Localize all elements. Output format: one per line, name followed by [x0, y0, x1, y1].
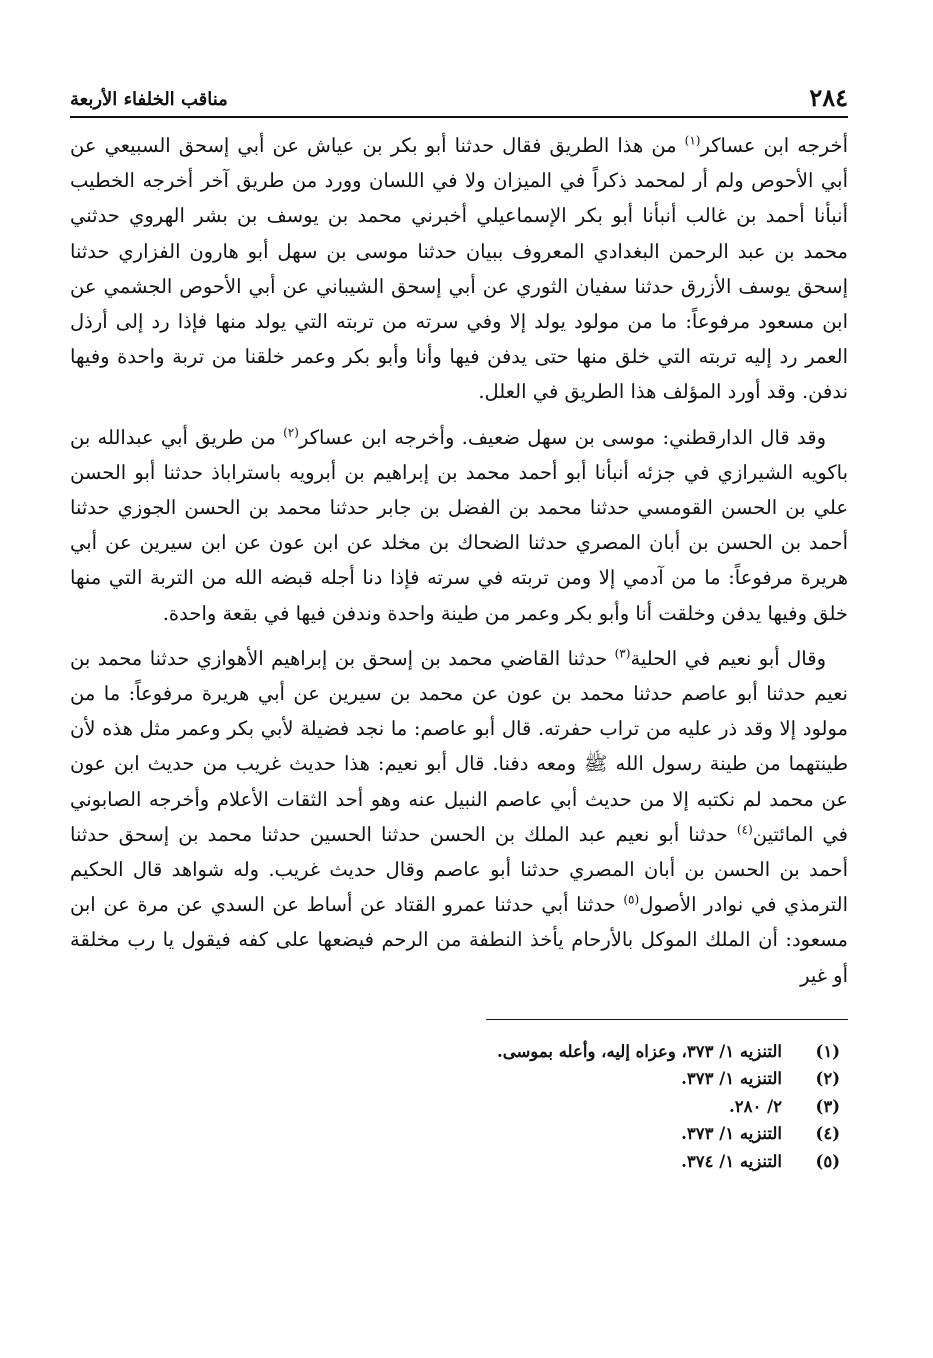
page-body — [70, 128, 848, 993]
footnote-reference: (٣) — [614, 646, 631, 661]
paragraph-text: حدثنا أبي حدثنا عمرو القتاد عن أساط عن السدي عن مرة عن ابن مسعود: أن الملك الموكل بالأرحام يأخذ النطفة من الرحم فيضعها على كفه فيقول يا رب مخلقة أو غير — [70, 893, 848, 987]
paragraph-text: وقد قال الدارقطني: موسى بن سهل ضعيف. وأخرجه ابن عساكر — [298, 425, 826, 449]
running-title: مناقب الخلفاء الأربعة — [70, 89, 228, 110]
footnote-text: ٢/ ٢٨٠. — [729, 1096, 782, 1116]
footnote-number: (٥) — [815, 1151, 840, 1171]
footnote-separator — [486, 1019, 848, 1020]
paragraph-3 — [70, 641, 848, 993]
page-header — [70, 78, 848, 118]
footnote-number: (٢) — [815, 1069, 840, 1089]
page-number: ٢٨٤ — [809, 83, 848, 112]
paragraph-text: أخرجه ابن عساكر — [700, 134, 849, 157]
footnote-reference: (١) — [684, 133, 701, 148]
footnote-text: التنزيه ١/ ٣٧٣، وعزاه إليه، وأعله بموسى. — [496, 1041, 782, 1061]
footnote-reference: (٥) — [623, 892, 640, 907]
footnote-item — [70, 1093, 848, 1120]
paragraph-text: حدثنا القاضي محمد بن إسحق بن إبراهيم الأهوازي حدثنا محمد بن نعيم حدثنا أبو عاصم حدثنا محمد بن عون عن محمد بن سيرين عن أبي هريرة مرفوعاً: ما من مولود إلا وقد ذر عليه من تراب حفرته. قال أبو عاصم: ما نجد فضيلة لأبي بكر وعمر مثل هذه لأن طينتهما من طينة رسول الله ﷺ ومعه دفنا. قال أبو نعيم: هذا حديث غريب من حديث ابن عون عن محمد لم نكتبه إلا من حديث أبي عاصم النبيل عنه وهو أحد الثقات الأعلام وأخرجه الصابوني في المائتين — [70, 646, 849, 846]
footnote-item — [70, 1120, 848, 1147]
paragraph-text: حدثنا أبو نعيم عبد الملك بن الحسن حدثنا الحسين حدثنا محمد بن إسحق حدثنا أحمد بن الحسن بن أبان المصري حدثنا أبو عاصم وقال حديث غريب. وله شواهد قال الحكيم الترمذي في نوادر الأصول — [70, 822, 848, 917]
footnote-reference: (٢) — [283, 425, 299, 440]
footnote-text: التنزيه ١/ ٣٧٣. — [681, 1124, 782, 1144]
paragraph-2 — [70, 420, 848, 631]
footnote-reference: (٤) — [736, 822, 753, 837]
footnote-item — [70, 1038, 848, 1065]
footnote-number: (٤) — [815, 1124, 840, 1144]
paragraph-text: من هذا الطريق فقال حدثنا أبو بكر بن عياش عن أبي إسحق السبيعي عن أبي الأحوص ولم أر لمحمد ذكراً في الميزان ولا في اللسان وورد من طريق آخر أخرجه الخطيب أنبأنا أحمد بن غالب أنبأنا أبو بكر الإسماعيلي أخبرني محمد بن يوسف بن بشر الهروي حدثني محمد بن عبد الرحمن البغدادي المعروف ببيان حدثنا موسى بن سهل أبو هارون الفزاري حدثنا إسحق يوسف الأزرق حدثنا سفيان الثوري عن أبي إسحق الشيباني عن أبي الأحوص الجشمي عن ابن مسعود مرفوعاً: ما من مولود يولد إلا وفي سرته من تربته التي يولد منها فإذا رد إلى أرذل العمر رد إليه تربته التي خلق منها حتى يدفن فيها وأنا وأبو بكر وعمر خلقنا من تربة واحدة وفيها ندفن. وقد أورد المؤلف هذا الطريق في العلل. — [70, 134, 849, 404]
footnote-text: التنزيه ١/ ٣٧٣. — [681, 1069, 782, 1089]
footnote-item — [70, 1065, 848, 1092]
footnote-number: (٣) — [815, 1096, 840, 1116]
footnote-item — [70, 1148, 848, 1175]
footnote-text: التنزيه ١/ ٣٧٤. — [681, 1151, 782, 1171]
paragraph-1 — [70, 128, 848, 410]
book-page — [70, 78, 848, 1175]
paragraph-text: وقال أبو نعيم في الحلية — [630, 646, 826, 670]
footnote-number: (١) — [815, 1041, 840, 1061]
footnotes — [70, 1038, 848, 1175]
paragraph-text: من طريق أبي عبدالله بن باكويه الشيرازي في جزئه أنبأنا أبو أحمد محمد بن إبراهيم بن أبرويه باستراباذ حدثنا أبو الحسن علي بن الحسن القومسي حدثنا محمد بن الفضل بن جابر حدثنا محمد بن الحسن الجوزي حدثنا أحمد بن الحسن بن أبان المصري حدثنا الضحاك بن مخلد عن ابن عون عن ابن سيرين عن أبي هريرة مرفوعاً: ما من آدمي إلا ومن تربته في سرته فإذا دنا أجله قبضه الله من التربة التي منها خلق وفيها يدفن وخلقت أنا وأبو بكر وعمر من طينة واحدة وندفن فيها في بقعة واحدة. — [70, 425, 848, 625]
